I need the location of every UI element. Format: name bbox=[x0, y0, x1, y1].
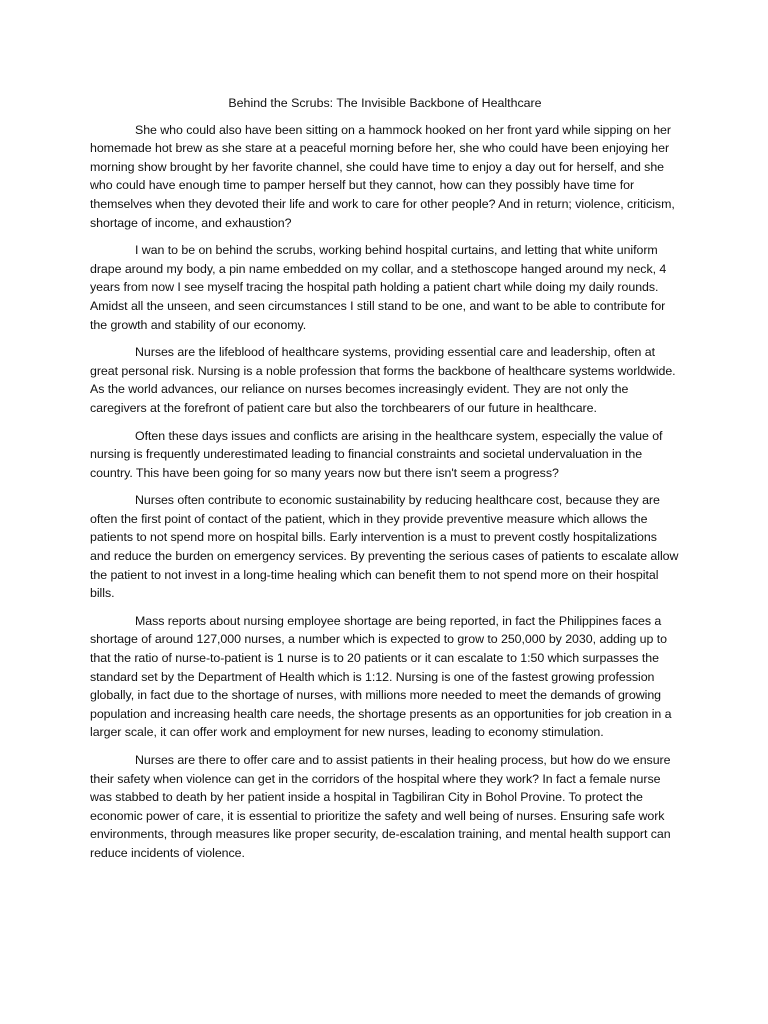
paragraph-7: Nurses are there to offer care and to assist patients in their healing process, but how do we ensure their safety when violence can get in the corridors of the hospital where they work? In fact a female nurse was stabbed to death by her patient inside a hospital in Tagbiliran City in Bohol Provine. To protect the economic power of care, it is essential to prioritize the safety and well being of nurses. Ensuring safe work environments, through measures like proper security, de-escalation training, and mental health support can reduce incidents of violence. bbox=[90, 753, 671, 860]
document-body bbox=[90, 94, 680, 872]
paragraph-2: I wan to be on behind the scrubs, working behind hospital curtains, and letting that white uniform drape around my body, a pin name embedded on my collar, and a stethoscope hanged around my neck, 4 years from now I see myself tracing the hospital path holding a patient chart while doing my daily rounds. Amidst all the unseen, and seen circumstances I still stand to be one, and want to be able to contribute for the growth and stability of our economy. bbox=[90, 243, 667, 332]
paragraph-4: Often these days issues and conflicts are arising in the healthcare system, especially the value of nursing is frequently underestimated leading to financial constraints and societal undervaluation in the country. This have been going for so many years now but there isn't seem a progress? bbox=[90, 428, 663, 480]
paragraph-3: Nurses are the lifeblood of healthcare systems, providing essential care and leadership, often at great personal risk. Nursing is a noble profession that forms the backbone of healthcare systems worldwide. As the world advances, our reliance on nurses becomes increasingly evident. They are not only the caregivers at the forefront of patient care but also the torchbearers of our future in healthcare. bbox=[90, 345, 676, 415]
document-title: Behind the Scrubs: The Invisible Backbone of Healthcare bbox=[228, 96, 542, 110]
paragraph-1: She who could also have been sitting on a hammock hooked on her front yard while sipping on her homemade hot brew as she stare at a peaceful morning before her, she who could have been enjoying her morning show brought by her favorite channel, she could have time to enjoy a day out for herself, and she who could have enough time to pamper herself but they cannot, how can they possibly have time for themselves when they devoted their life and work to care for other people? And in return; violence, criticism, shortage of income, and exhaustion? bbox=[90, 122, 675, 230]
paragraph-5: Nurses often contribute to economic sustainability by reducing healthcare cost, because they are often the first point of contact of the patient, which in they provide preventive measure which allows the patients to not spend more on hospital bills. Early intervention is a must to prevent costly hospitalizations and reduce the burden on emergency services. By preventing the serious cases of patients to escalate allow the patient to not invest in a long-time healing which can benefit them to not spend more on their hospital bills. bbox=[90, 493, 679, 601]
paragraph-6: Mass reports about nursing employee shortage are being reported, in fact the Philippines faces a shortage of around 127,000 nurses, a number which is expected to grow to 250,000 by 2030, adding up to that the ratio of nurse-to-patient is 1 nurse is to 20 patients or it can escalate to 1:50 which surpasses the standard set by the Department of Health which is 1:12. Nursing is one of the fastest growing profession globally, in fact due to the shortage of nurses, with millions more needed to meet the demands of growing population and increasing health care needs, the shortage presents as an opportunities for job creation in a larger scale, it can offer work and employment for new nurses, leading to economy stimulation. bbox=[90, 613, 672, 740]
